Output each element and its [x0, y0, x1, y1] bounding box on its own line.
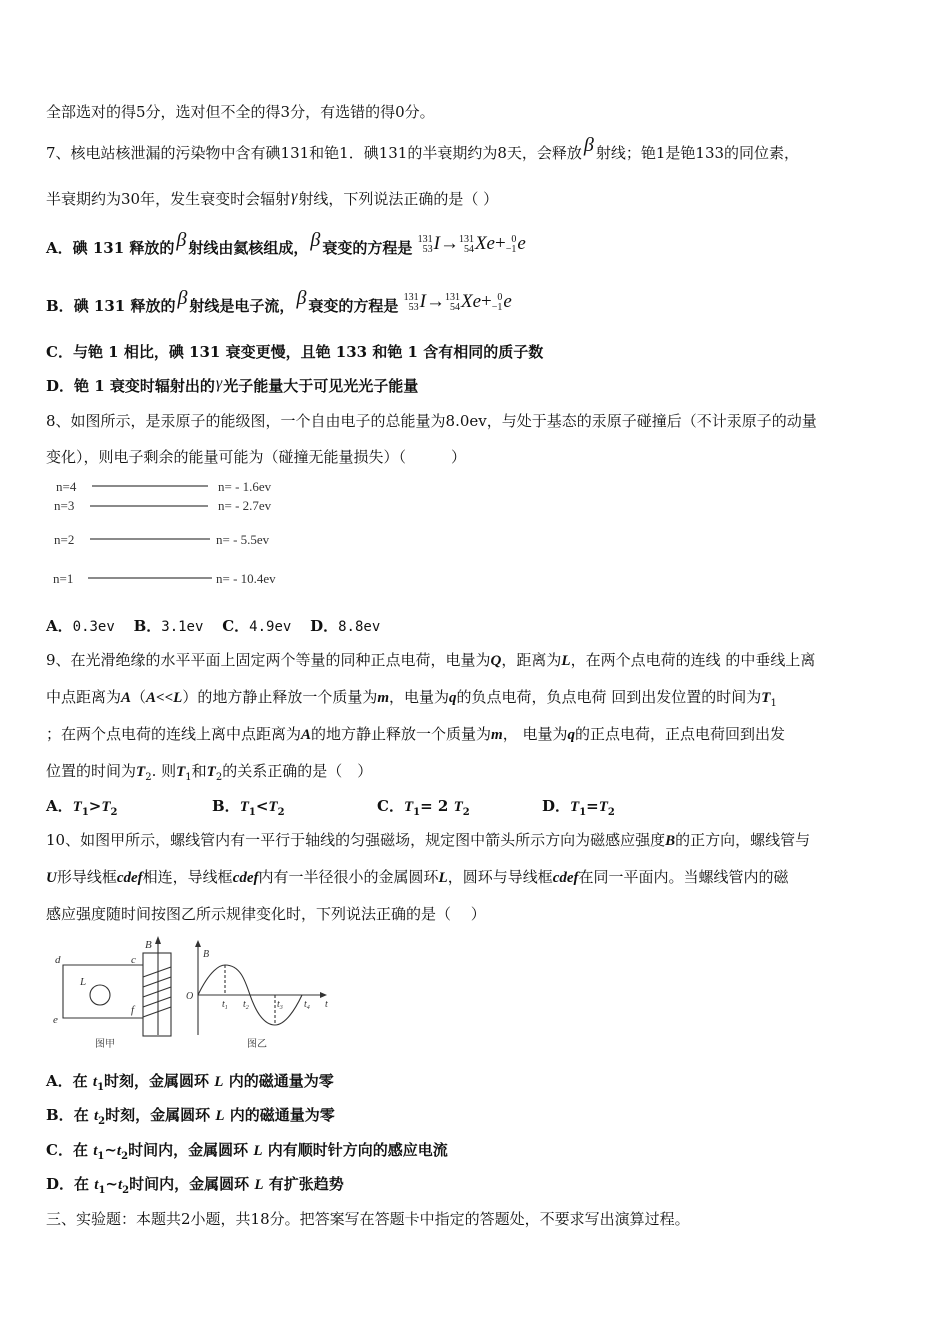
var: T: [136, 764, 146, 780]
label-c: c: [131, 954, 136, 966]
text: D．铯 1 衰变时辐射出的: [46, 377, 215, 395]
mass-number: 131: [444, 291, 460, 303]
q8-stem-line2: 变化），则电子剩余的能量可能为（碰撞无能量损失）（ ）: [46, 448, 467, 466]
atomic-number: 54: [463, 243, 474, 255]
q9-option-b[interactable]: [212, 796, 285, 823]
text: （: [131, 688, 147, 706]
var: T: [206, 764, 216, 780]
label-e: e: [53, 1014, 58, 1026]
subscript: 1: [413, 807, 421, 818]
text: 的正方向，螺线管与: [675, 831, 811, 849]
subscript: 1: [97, 1151, 105, 1162]
var: q: [449, 690, 457, 706]
subscript: 2: [145, 772, 152, 783]
level-label: n=1: [53, 571, 74, 586]
option-label: B．: [133, 617, 162, 635]
subscript: 4: [306, 1005, 310, 1011]
svg-text:t2: [243, 999, 249, 1011]
level-energy: n= - 10.4ev: [216, 571, 276, 586]
option-label: D．: [542, 797, 571, 815]
q8-option-d[interactable]: [310, 616, 380, 637]
q10-stem-line3: 感应强度随时间按图乙所示规律变化时，下列说法正确的是（ ）: [46, 905, 486, 923]
decay-equation: [404, 292, 512, 313]
var: L: [253, 1143, 263, 1159]
scoring-note: 全部选对的得5分，选对但不全的得3分，有选错的得0分。: [46, 103, 435, 121]
relation: =: [586, 797, 599, 815]
var: t: [93, 1143, 98, 1159]
mass-number: 0: [511, 233, 517, 245]
q7-stem-line2: [46, 189, 498, 210]
text: 有扩张趋势: [268, 1175, 344, 1193]
text: 时间内，金属圆环: [129, 1175, 250, 1193]
subscript: 1: [81, 807, 89, 818]
text: ，在两个点电荷的连线 的中垂线上离: [570, 651, 816, 669]
label-B: B: [145, 939, 152, 951]
label-d: d: [55, 954, 61, 966]
beta-symbol: β: [177, 287, 188, 309]
text: 在: [72, 1072, 88, 1090]
axis-label-B: B: [203, 949, 210, 960]
svg-text:t3: [277, 999, 283, 1011]
tilde: ~: [105, 1175, 118, 1193]
subscript: 1: [185, 772, 192, 783]
gamma-symbol: γ: [215, 375, 223, 392]
subscript: 3: [279, 1005, 283, 1011]
beta-symbol: β: [583, 134, 594, 156]
mass-number: 131: [458, 233, 474, 245]
var: T: [101, 799, 111, 815]
q8-options: [46, 616, 380, 637]
atomic-number: −1: [491, 301, 503, 313]
atomic-number: 53: [408, 301, 419, 313]
text: 和: [191, 762, 207, 780]
text: ；在两个点电荷的连线上离中点距离为: [46, 725, 302, 743]
subscript: 2: [462, 807, 470, 818]
text: 10、如图甲所示，螺线管内有一平行于轴线的匀强磁场，规定图中箭头所示方向为磁感应强度: [46, 831, 666, 849]
q10-option-d[interactable]: [46, 1174, 344, 1201]
var: T: [570, 799, 580, 815]
subscript: 1: [248, 807, 256, 818]
text: 9、在光滑绝缘的水平平面上固定两个等量的同种正点电荷，电量为: [46, 651, 491, 669]
var: T: [453, 799, 463, 815]
q7-stem-line1: [46, 134, 800, 163]
caption-left: 图甲: [95, 1039, 115, 1050]
q8-option-b[interactable]: [134, 616, 204, 637]
text: 在同一平面内。当螺线管内的磁: [578, 868, 789, 886]
var: U: [46, 870, 57, 886]
text: 7、核电站核泄漏的污染物中含有碘131和铯1．碘131的半衰期约为8天，会释放: [46, 144, 582, 162]
tick-t3: t: [277, 999, 280, 1010]
var: Q: [490, 653, 502, 669]
var: T: [761, 690, 771, 706]
var: t: [117, 1177, 123, 1193]
var: L: [438, 870, 448, 886]
tick-t4: t: [304, 999, 307, 1010]
text: 的负点电荷，负点电荷 回到出发位置的时间为: [456, 688, 762, 706]
var: L: [254, 1177, 264, 1193]
text: ，距离为: [501, 651, 562, 669]
var: L: [561, 653, 571, 669]
subscript: 2: [110, 807, 118, 818]
atomic-number: −1: [505, 243, 517, 255]
atomic-number: 53: [422, 243, 433, 255]
mass-number: 131: [403, 291, 419, 303]
tick-t2: t: [243, 999, 246, 1010]
text: 射线，下列说法正确的是（ ）: [298, 190, 499, 208]
subscript: 2: [121, 1151, 129, 1162]
option-label: A．: [46, 617, 73, 635]
var: A: [301, 727, 312, 743]
mass-number: 0: [497, 291, 503, 303]
text: 内的磁通量为零: [228, 1072, 334, 1090]
level-energy: n= - 1.6ev: [218, 479, 272, 494]
gamma-symbol: γ: [291, 188, 298, 205]
subscript: 2: [122, 1185, 130, 1196]
text: 碘 131 释放的: [73, 297, 176, 315]
var: T: [239, 799, 249, 815]
text: 内有一半径很小的金属圆环: [258, 868, 439, 886]
var: cdef: [552, 870, 579, 886]
q7-option-a[interactable]: [46, 229, 526, 259]
text: 在: [73, 1106, 89, 1124]
q8-option-a[interactable]: [46, 616, 115, 637]
level-label: n=2: [54, 532, 75, 547]
option-label: D．: [310, 617, 339, 635]
beta-symbol: β: [176, 229, 187, 251]
q8-stem-line1: 8、如图所示，是汞原子的能级图，一个自由电子的总能量为8.0ev，与处于基态的汞原子碰撞后（不计汞原子的动量: [46, 412, 817, 430]
plus: +: [481, 291, 492, 312]
text: ，圆环与导线框: [447, 868, 553, 886]
relation: = 2: [420, 797, 449, 815]
var: L: [215, 1108, 225, 1124]
text: 形导线框: [56, 868, 117, 886]
q7-option-d[interactable]: [46, 376, 418, 397]
text: 在: [72, 1141, 88, 1159]
option-label: A．: [46, 797, 73, 815]
text: 射线是电子流，: [189, 297, 295, 315]
q7-option-b[interactable]: [46, 287, 512, 317]
option-label: A．: [46, 1072, 73, 1090]
text: 时间内，金属圆环: [128, 1141, 249, 1159]
svg-text:t4: [304, 999, 310, 1011]
text: 光子能量大于可见光光子能量: [223, 377, 419, 395]
text: ，电量为: [389, 688, 450, 706]
subscript: 2: [607, 807, 615, 818]
q9-stem-line1: [46, 650, 815, 671]
element: Xe: [460, 291, 482, 312]
text: 中点距离为: [46, 688, 122, 706]
beta-symbol: β: [296, 287, 307, 309]
text: 内有顺时针方向的感应电流: [267, 1141, 448, 1159]
label-L: L: [80, 976, 87, 988]
subscript: 1: [770, 698, 777, 709]
option-label: C．: [377, 797, 404, 815]
text: 时刻，金属圆环: [104, 1072, 210, 1090]
q9-stem-line4: [46, 761, 372, 788]
var: m: [377, 690, 389, 706]
option-label: B．: [212, 797, 240, 815]
level-energy: n= - 2.7ev: [218, 498, 272, 513]
q7-option-c[interactable]: C．与铯 1 相比，碘 131 衰变更慢，且铯 133 和铯 1 含有相同的质子数: [46, 343, 544, 361]
var: q: [567, 727, 575, 743]
q9-option-d[interactable]: [542, 796, 615, 823]
tick-t1: t: [222, 999, 225, 1010]
q9-option-c[interactable]: [377, 796, 470, 823]
option-text: 0.3ev: [72, 619, 115, 635]
var: T: [598, 799, 608, 815]
relation: >: [88, 797, 102, 815]
beta-symbol: β: [310, 229, 321, 251]
var: cdef: [116, 870, 143, 886]
option-text: 3.1ev: [161, 619, 204, 635]
element: e: [503, 291, 512, 312]
option-label: B．: [46, 1106, 74, 1124]
subscript: 2: [215, 772, 223, 783]
mass-number: 131: [417, 233, 433, 245]
text: 射线；铯1是铯133的同位素，: [595, 144, 800, 162]
q9-stem-line2: [46, 687, 777, 714]
relation: <: [255, 797, 269, 815]
origin-label: O: [186, 991, 194, 1002]
text: 射线由氦核组成，: [188, 239, 309, 257]
q9-option-a[interactable]: [46, 796, 118, 823]
level-label: n=3: [54, 498, 75, 513]
text: ， 电量为: [502, 725, 568, 743]
arrow: →: [425, 291, 445, 312]
var: T: [268, 799, 278, 815]
option-label: C．: [46, 1141, 73, 1159]
element: I: [433, 233, 440, 254]
text: 位置的时间为: [46, 762, 137, 780]
text: . 则: [151, 762, 177, 780]
text: 的关系正确的是（ ）: [222, 762, 373, 780]
text: 衰变的方程是: [322, 239, 413, 257]
option-label: B．: [46, 297, 74, 315]
element: I: [419, 291, 426, 312]
var: A<<L: [146, 690, 183, 706]
subscript: 1: [224, 1005, 228, 1011]
option-label: A．: [46, 239, 73, 257]
subscript: 2: [98, 1116, 106, 1127]
subscript: 2: [245, 1005, 249, 1011]
text: 相连，导线框: [142, 868, 233, 886]
text: ）的地方静止释放一个质量为: [182, 688, 378, 706]
text: 在: [74, 1175, 90, 1193]
subscript: 1: [98, 1185, 106, 1196]
var: A: [121, 690, 132, 706]
var: T: [72, 799, 82, 815]
var: m: [491, 727, 503, 743]
level-energy: n= - 5.5ev: [216, 532, 270, 547]
q10-option-b[interactable]: [46, 1105, 335, 1132]
var: L: [214, 1074, 224, 1090]
label-f: f: [131, 1004, 135, 1016]
q10-stem-line1: [46, 830, 810, 851]
var: t: [94, 1177, 99, 1193]
var: t: [92, 1074, 98, 1090]
plus: +: [494, 233, 506, 254]
option-text: 4.9ev: [249, 619, 292, 635]
text: 内的磁通量为零: [229, 1106, 335, 1124]
arrow: →: [439, 233, 459, 254]
energy-level-diagram: [50, 474, 310, 594]
var: T: [176, 764, 186, 780]
var: t: [116, 1143, 122, 1159]
svg-text:t1: [222, 999, 228, 1011]
option-label: C．: [222, 617, 250, 635]
q8-option-c[interactable]: [222, 616, 291, 637]
text: 衰变的方程是: [308, 297, 399, 315]
section-3-heading: 三、实验题：本题共2小题，共18分。把答案写在答题卡中指定的答题处，不要求写出演算过程。: [46, 1210, 690, 1228]
var: t: [93, 1108, 99, 1124]
element: e: [517, 233, 526, 254]
text: 碘 131 释放的: [72, 239, 175, 257]
var: cdef: [232, 870, 259, 886]
q10-option-c[interactable]: [46, 1140, 448, 1167]
subscript: 1: [97, 1082, 105, 1093]
option-label: D．: [46, 1175, 75, 1193]
solenoid-and-graph-figure: [45, 935, 345, 1055]
text: 的正点电荷，正点电荷回到出发: [575, 725, 786, 743]
tilde: ~: [104, 1141, 117, 1159]
text: 半衰期约为30年，发生衰变时会辐射: [46, 190, 291, 208]
subscript: 2: [277, 807, 285, 818]
q10-option-a[interactable]: [46, 1071, 334, 1098]
text: 时刻，金属圆环: [105, 1106, 211, 1124]
atomic-number: 54: [449, 301, 460, 313]
subscript: 1: [579, 807, 587, 818]
q10-stem-line2: [46, 867, 789, 888]
level-label: n=4: [56, 479, 77, 494]
var: T: [403, 799, 414, 815]
axis-label-t: t: [325, 999, 328, 1010]
var: B: [665, 833, 676, 849]
decay-equation: [418, 234, 526, 255]
option-text: 8.8ev: [338, 619, 381, 635]
caption-right: 图乙: [247, 1039, 267, 1050]
text: 的地方静止释放一个质量为: [311, 725, 492, 743]
element: Xe: [474, 233, 495, 254]
q9-stem-line3: [46, 724, 785, 745]
